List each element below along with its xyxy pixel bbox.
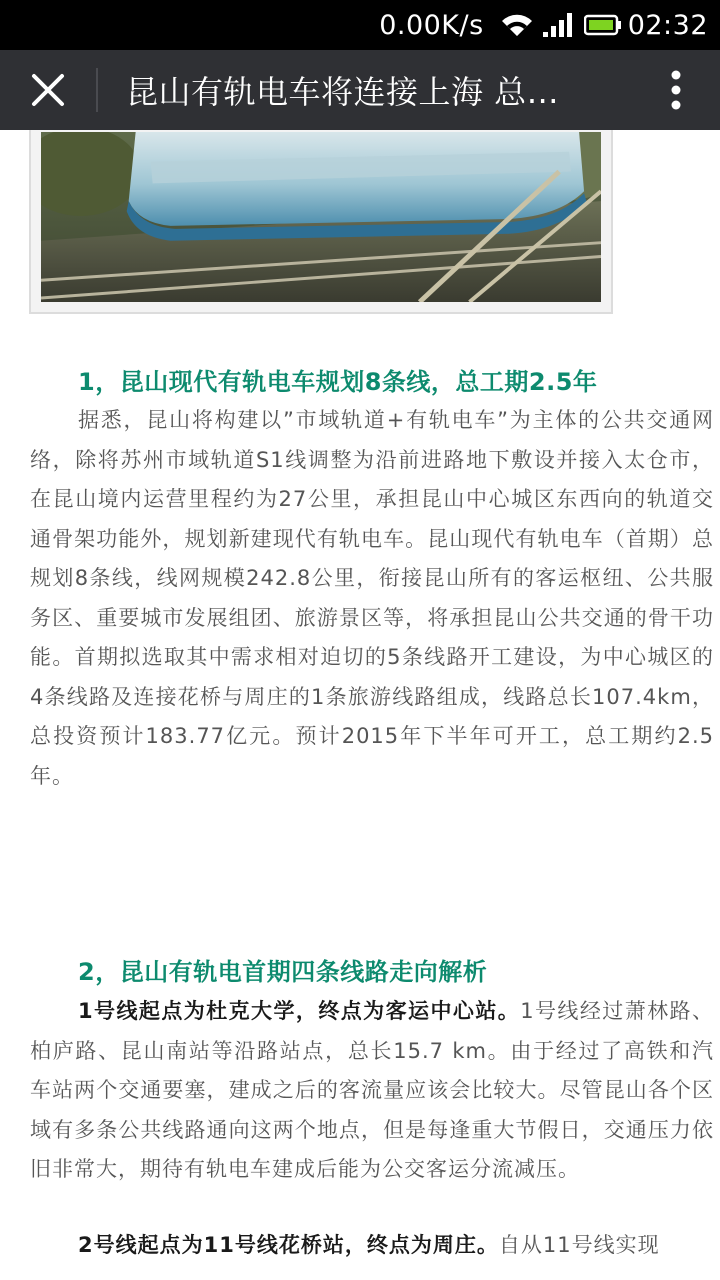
line-1-lead: 1号线起点为杜克大学，终点为客运中心站。 (78, 999, 521, 1023)
section-2-heading: 2，昆山有轨电首期四条线路走向解析 (78, 958, 488, 986)
signal-icon (542, 12, 572, 38)
page-title: 昆山有轨电车将连接上海 总… (126, 73, 560, 111)
article-content[interactable] (0, 130, 720, 1280)
close-icon (31, 73, 65, 107)
battery-icon (584, 14, 622, 36)
network-speed: 0.00K/s (379, 9, 484, 41)
close-button[interactable] (0, 50, 96, 130)
line-1-paragraph (30, 992, 714, 1190)
clock: 02:32 (627, 9, 708, 41)
line-2-lead: 2号线起点为11号线花桥站，终点为周庄。 (78, 1233, 499, 1257)
line-2-body: 自从11号线实现 (498, 1233, 660, 1257)
tram-photo (41, 132, 601, 302)
line-1-body: 1号线经过萧林路、柏庐路、昆山南站等沿路站点，总长15.7 km。由于经过了高铁和汽车站两个交通要塞，建成之后的客流量应该会比较大。尽管昆山各个区域有多条公共线路通向这两个地点，但是每逢重大节假日，交通压力依旧非常大，期待有轨电车建成后能为公交客运分流减压。 (30, 999, 714, 1181)
line-2-paragraph (30, 1226, 714, 1266)
wifi-icon (500, 12, 534, 38)
more-options-button[interactable] (632, 50, 720, 130)
tram-photo-frame (29, 130, 613, 314)
section-1-heading: 1，昆山现代有轨电车规划8条线，总工期2.5年 (78, 368, 598, 396)
status-bar (0, 0, 720, 50)
section-1-body: 据悉，昆山将构建以”市域轨道+有轨电车”为主体的公共交通网络，除将苏州市域轨道S1线调整为沿前进路地下敷设并接入太仓市，在昆山境内运营里程约为27公里，承担昆山中心城区东西向的轨道交通骨架功能外，规划新建现代有轨电车。昆山现代有轨电车（首期）总规划8条线，线网规模242.8公里，衔接昆山所有的客运枢纽、公共服务区、重要城市发展组团、旅游景区等，将承担昆山公共交通的骨干功能。首期拟选取其中需求相对迫切的5条线路开工建设，为中心城区的4条线路及连接花桥与周庄的1条旅游线路组成，线路总长107.4km，总投资预计183.77亿元。预计2015年下半年可开工，总工期约2.5年。 (30, 408, 714, 788)
more-vertical-icon (670, 70, 682, 110)
title-bar (0, 50, 720, 130)
